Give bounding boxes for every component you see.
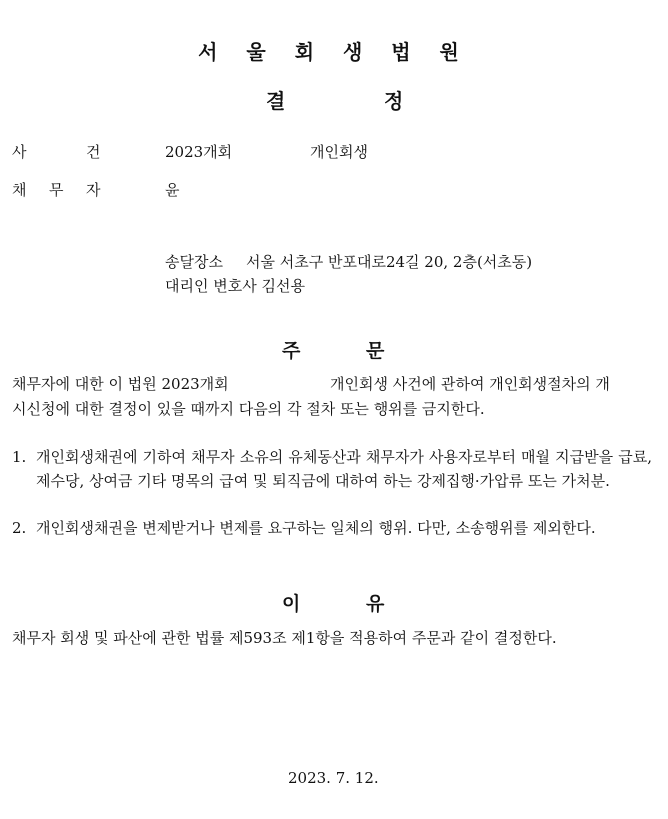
order-item-number: 1. xyxy=(12,448,27,466)
service-address-label: 송달장소 xyxy=(165,253,223,271)
order-item xyxy=(12,516,652,540)
reason-heading-right: 유 xyxy=(366,593,385,615)
debtor-name: 윤 xyxy=(165,181,180,199)
service-address: 서울 서초구 반포대로24길 20, 2층(서초동) xyxy=(246,253,533,271)
order-intro-line2: 시신청에 대한 결정이 있을 때까지 다음의 각 절차 또는 행위를 금지한다. xyxy=(12,400,485,418)
agent: 대리인 변호사 김선용 xyxy=(165,277,305,295)
debtor-label-char-3: 자 xyxy=(86,181,101,199)
case-label-char-1: 사 xyxy=(12,143,27,161)
reason-text: 채무자 회생 및 파산에 관한 법률 제593조 제1항을 적용하여 주문과 같이 결정한다. xyxy=(12,629,557,647)
reason-heading-left: 이 xyxy=(282,593,301,615)
case-type: 개인회생 xyxy=(310,143,368,161)
case-label-char-2: 건 xyxy=(86,143,101,161)
order-item-text: 개인회생채권을 변제받거나 변제를 요구하는 일체의 행위. 다만, 소송행위를 제외한다. xyxy=(36,519,596,537)
decision-title-left: 결 xyxy=(266,89,286,113)
decision-date: 2023. 7. 12. xyxy=(288,769,379,787)
order-item-text: 개인회생채권에 기하여 채무자 소유의 유체동산과 채무자가 사용자로부터 매월 지급받을 급료, 제수당, 상여금 기타 명목의 급여 및 퇴직금에 대하여 하는 강제집행·가압류 또는 가처분. xyxy=(36,448,652,490)
debtor-label-char-2: 무 xyxy=(49,181,64,199)
order-item-number: 2. xyxy=(12,519,27,537)
order-intro-part2: 개인회생 사건에 관하여 개인회생절차의 개 xyxy=(330,375,610,393)
debtor-label-char-1: 채 xyxy=(12,181,27,199)
order-item xyxy=(12,445,652,493)
order-intro-part1: 채무자에 대한 이 법원 2023개회 xyxy=(12,375,229,393)
order-heading-right: 문 xyxy=(366,340,385,362)
order-heading-left: 주 xyxy=(282,340,301,362)
decision-title-right: 정 xyxy=(384,89,404,113)
case-number: 2023개회 xyxy=(165,143,233,161)
court-name: 서 울 회 생 법 원 xyxy=(198,40,470,64)
